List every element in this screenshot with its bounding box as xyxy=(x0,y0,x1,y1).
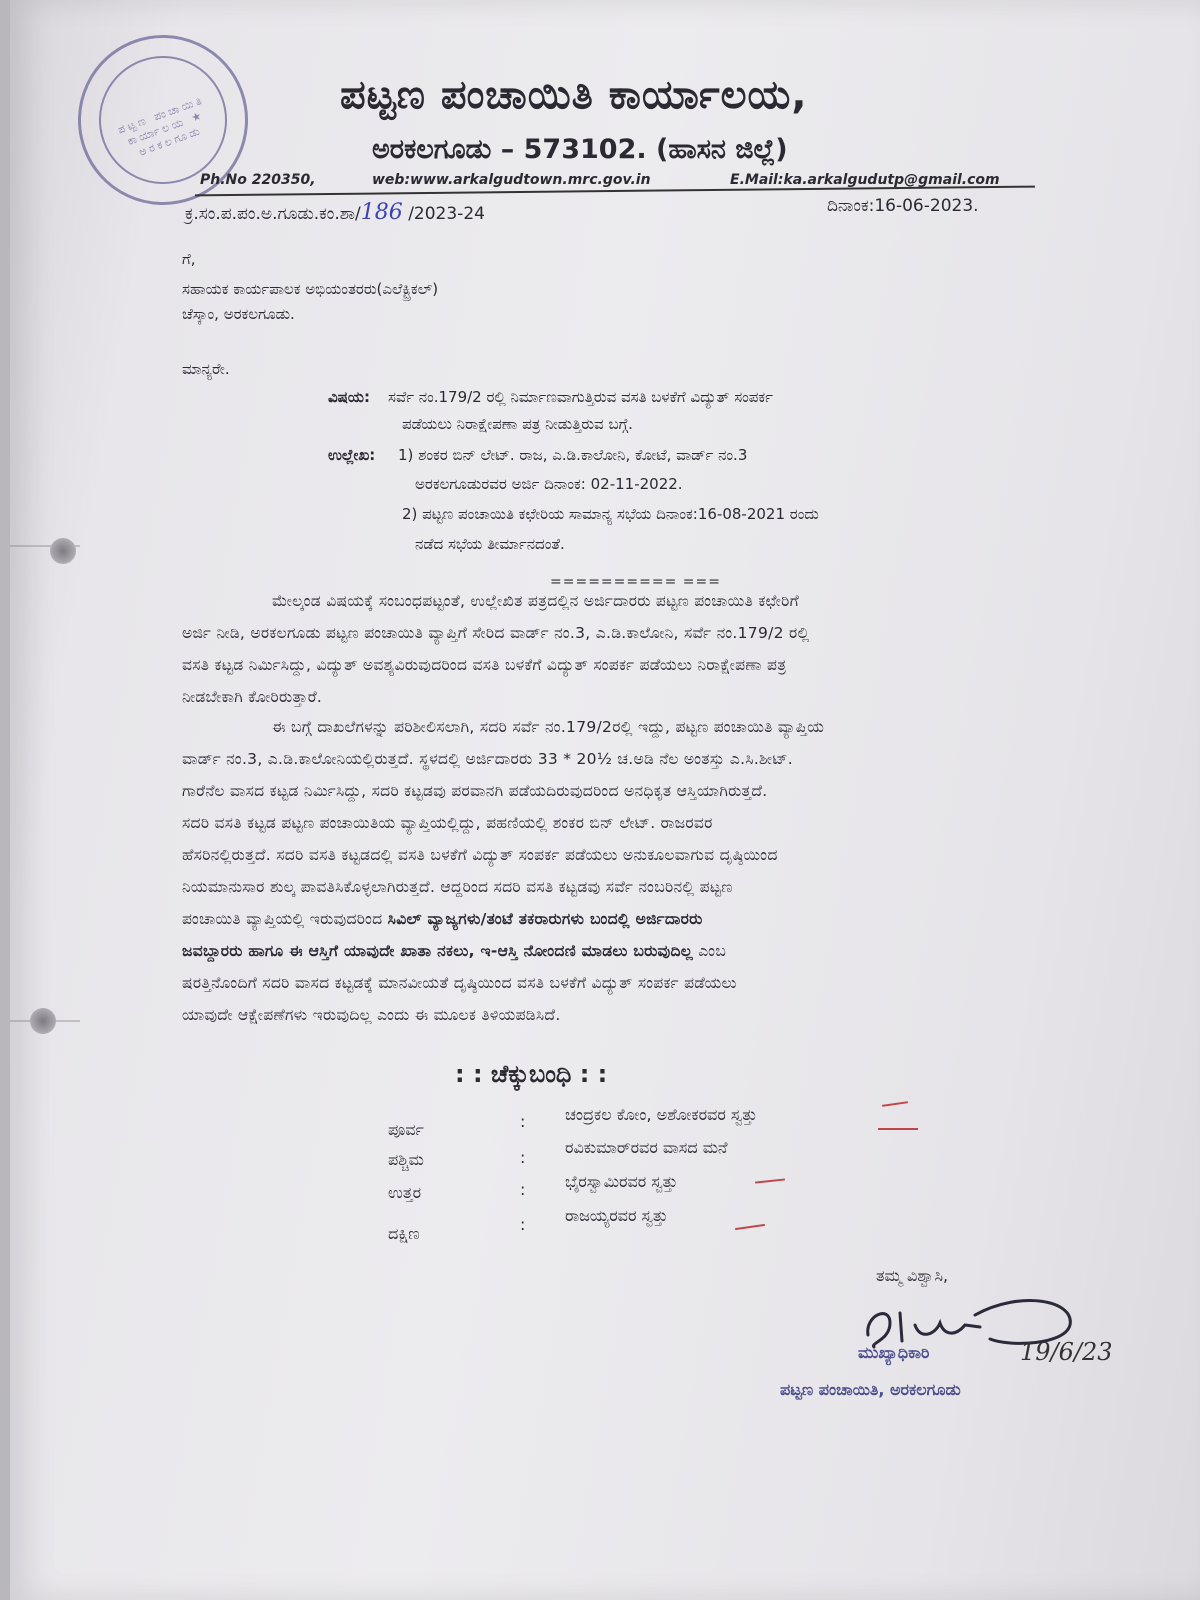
body-p2-line: ಗಾರೆನೆಲ ವಾಸದ ಕಟ್ಟಡ ನಿರ್ಮಿಸಿದ್ದು, ಸದರಿ ಕಟ್ಟಡವು ಪರವಾನಗಿ ಪಡೆಯದಿರುವುದರಿಂದ ಅನಧಿಕೃತ ಆಸ್ತಿಯಾಗಿರುತ್ತದೆ. xyxy=(182,782,768,800)
boundary-colon: : xyxy=(520,1148,526,1167)
signatory-office-stamp: ಪಟ್ಟಣ ಪಂಚಾಯಿತಿ, ಅರಕಲಗೂಡು xyxy=(780,1380,961,1399)
body-p2-line8-bold: ಜವಬ್ದಾರರು ಹಾಗೂ ಈ ಆಸ್ತಿಗೆ ಯಾವುದೇ ಖಾತಾ ನಕಲು, ಇ-ಆಸ್ತಿ ನೋಂದಣಿ ಮಾಡಲು ಬರುವುದಿಲ್ಲ xyxy=(182,942,693,960)
boundary-value: ಭೈರಸ್ವಾಮಿರವರ ಸ್ವತ್ತು xyxy=(565,1172,678,1191)
body-p1-line: ನೀಡಬೇಕಾಗಿ ಕೋರಿರುತ್ತಾರೆ. xyxy=(182,688,323,706)
reference-2-line-2: ನಡೆದ ಸಭೆಯ ತೀರ್ಮಾನದಂತೆ. xyxy=(415,535,565,553)
recipient-designation: ಸಹಾಯಕ ಕಾರ್ಯಪಾಲಕ ಅಭಿಯಂತರರು(ಎಲೆಕ್ಟ್ರಿಕಲ್) xyxy=(182,280,439,298)
email-address: E.Mail:ka.arkalgudutp@gmail.com xyxy=(730,172,1000,188)
body-p2-line7-bold: ಸಿವಿಲ್ ವ್ಯಾಜ್ಯಗಳು/ತಂಟೆ ತಕರಾರುಗಳು ಬಂದಲ್ಲಿ ಅರ್ಜಿದಾರರು xyxy=(387,910,703,928)
website: web:www.arkalgudtown.mrc.gov.in xyxy=(372,172,651,188)
ref-number-handwritten: 186 xyxy=(360,200,403,225)
office-title: ಪಟ್ಟಣ ಪಂಚಾಯಿತಿ ಕಾರ್ಯಾಲಯ, xyxy=(340,72,808,118)
reference-1-line-2: ಅರಕಲಗೂಡುರವರ ಅರ್ಜಿ ದಿನಾಂಕ: 02-11-2022. xyxy=(415,475,683,493)
subject-line-2: ಪಡೆಯಲು ನಿರಾಕ್ಷೇಪಣಾ ಪತ್ರ ನೀಡುತ್ತಿರುವ ಬಗ್ಗೆ. xyxy=(402,415,633,433)
check-mark xyxy=(735,1224,765,1230)
phone-number: Ph.No 220350, xyxy=(200,172,316,188)
office-seal xyxy=(54,11,272,229)
boundary-direction: ಪೂರ್ವ xyxy=(388,1120,424,1139)
boundary-direction: ದಕ್ಷಿಣ xyxy=(388,1224,420,1243)
signature-date: 19/6/23 xyxy=(1020,1338,1113,1366)
body-p2-line xyxy=(182,910,703,929)
boundary-value: ಚಂದ್ರಕಲ ಕೋಂ, ಅಶೋಕರವರ ಸ್ವತ್ತು xyxy=(565,1105,758,1124)
reference-1-line-1: 1) ಶಂಕರ ಬಿನ್ ಲೇಟ್. ರಾಜ, ಎ.ಡಿ.ಕಾಲೋನಿ, ಕೋಟೆ, ವಾರ್ಡ್ ನಂ.3 xyxy=(398,446,748,464)
boundary-direction: ಉತ್ತರ xyxy=(388,1183,422,1202)
body-p2-line: ಷರತ್ತಿನೊಂದಿಗೆ ಸದರಿ ವಾಸದ ಕಟ್ಟಡಕ್ಕೆ ಮಾನವೀಯತೆ ದೃಷ್ಠಿಯಿಂದ ವಸತಿ ಬಳಕೆಗೆ ವಿದ್ಯುತ್ ಸಂಪರ್ಕ ಪಡೆಯಲು xyxy=(182,974,737,992)
body-p1-line: ವಸತಿ ಕಟ್ಟಡ ನಿರ್ಮಿಸಿದ್ದು, ವಿದ್ಯುತ್ ಅವಶ್ಯವಿರುವುದರಿಂದ ವಸತಿ ಬಳಕೆಗೆ ವಿದ್ಯುತ್ ಸಂಪರ್ಕ ಪಡೆಯಲು ನಿರಾಕ್ಷೇಪಣಾ ಪತ್ರ xyxy=(182,656,787,674)
body-p2-line xyxy=(182,942,726,961)
subject-line-1: ಸರ್ವೆ ನಂ.179/2 ರಲ್ಲಿ ನಿರ್ಮಾಣವಾಗುತ್ತಿರುವ ವಸತಿ ಬಳಕೆಗೆ ವಿದ್ಯುತ್ ಸಂಪರ್ಕ xyxy=(388,388,773,406)
body-p1-line: ಮೇಲ್ಕಂಡ ವಿಷಯಕ್ಕೆ ಸಂಬಂಧಪಟ್ಟಂತೆ, ಉಲ್ಲೇಖಿತ ಪತ್ರದಲ್ಲಿನ ಅರ್ಜಿದಾರರು ಪಟ್ಟಣ ಪಂಚಾಯಿತಿ ಕಛೇರಿಗೆ xyxy=(272,592,799,610)
body-p2-line7-start: ಪಂಚಾಯಿತಿ ವ್ಯಾಪ್ತಿಯಲ್ಲಿ ಇರುವುದರಿಂದ xyxy=(182,910,383,928)
check-mark xyxy=(755,1178,785,1183)
letter-date: ದಿನಾಂಕ:16-06-2023. xyxy=(827,196,979,216)
check-mark xyxy=(882,1101,908,1107)
boundary-value: ರವಿಕುಮಾರ್‌ರವರ ವಾಸದ ಮನೆ xyxy=(565,1138,728,1157)
boundary-colon: : xyxy=(520,1112,526,1131)
salutation: ಮಾನ್ಯರೇ. xyxy=(182,360,230,378)
boundary-value: ರಾಜಯ್ಯರವರ ಸ್ವತ್ತು xyxy=(565,1206,668,1225)
reference-number xyxy=(185,200,485,225)
separator-line: ========== === xyxy=(550,574,721,590)
binder-hole xyxy=(50,538,76,564)
recipient-to: ಗೆ, xyxy=(182,250,196,268)
office-address: ಅರಕಲಗೂಡು – 573102. (ಹಾಸನ ಜಿಲ್ಲೆ) xyxy=(372,134,788,165)
reference-label: ಉಲ್ಲೇಖ: xyxy=(328,446,376,464)
body-p2-line: ಯಾವುದೇ ಆಕ್ಷೇಪಣೆಗಳು ಇರುವುದಿಲ್ಲ ಎಂದು ಈ ಮೂಲಕ ತಿಳಿಯಪಡಿಸಿದೆ. xyxy=(182,1006,561,1024)
binder-hole xyxy=(30,1008,56,1034)
subject-label: ವಿಷಯ: xyxy=(328,388,370,406)
boundary-colon: : xyxy=(520,1180,526,1199)
body-p2-line8-end: ಎಂಬ xyxy=(698,942,727,960)
body-p1-line: ಅರ್ಜಿ ನೀಡಿ, ಅರಕಲಗೂಡು ಪಟ್ಟಣ ಪಂಚಾಯಿತಿ ವ್ಯಾಪ್ತಿಗೆ ಸೇರಿದ ವಾರ್ಡ್ ನಂ.3, ಎ.ಡಿ.ಕಾಲೋನಿ, ಸರ್ವೆ ನಂ.179/2 ರಲ್ಲಿ xyxy=(182,624,810,642)
recipient-office: ಚೆಸ್ಕಾಂ, ಅರಕಲಗೂಡು. xyxy=(182,305,295,323)
boundary-direction: ಪಶ್ಚಿಮ xyxy=(388,1150,424,1169)
reference-2-line-1: 2) ಪಟ್ಟಣ ಪಂಚಾಯಿತಿ ಕಛೇರಿಯ ಸಾಮಾನ್ಯ ಸಭೆಯ ದಿನಾಂಕ:16-08-2021 ರಂದು xyxy=(402,505,819,523)
closing-phrase: ತಮ್ಮ ವಿಶ್ವಾಸಿ, xyxy=(876,1266,949,1285)
boundaries-title: : : ಚೆಕ್ಕುಬಂಧಿ : : xyxy=(455,1060,608,1088)
ref-prefix: ಕ್ರ.ಸಂ.ಪ.ಪಂ.ಅ.ಗೂಡು.ಕಂ.ಶಾ/ xyxy=(185,204,361,224)
body-p2-line: ವಾರ್ಡ್ ನಂ.3, ಎ.ಡಿ.ಕಾಲೋನಿಯಲ್ಲಿರುತ್ತದೆ. ಸ್ಥಳದಲ್ಲಿ ಅರ್ಜಿದಾರರು 33 * 20½ ಚ.ಅಡಿ ನೆಲ ಅಂತಸ್ತು ಎ.ಸಿ.ಶೀಟ್. xyxy=(182,750,794,768)
seal-text: ಪಟ್ಟಣ ಪಂಚಾಯಿತಿ ಕಾರ್ಯಾಲಯ ★ ಅರಕಲಗೂಡು xyxy=(115,93,207,159)
document-page xyxy=(10,0,1200,1600)
body-p2-line: ಹೆಸರಿನಲ್ಲಿರುತ್ತದೆ. ಸದರಿ ವಸತಿ ಕಟ್ಟಡದಲ್ಲಿ ವಸತಿ ಬಳಕೆಗೆ ವಿದ್ಯುತ್ ಸಂಪರ್ಕ ಪಡೆಯಲು ಅನುಕೂಲವಾಗುವ ದೃಷ್ಠಿಯಿಂದ xyxy=(182,846,778,864)
body-p2-line: ನಿಯಮಾನುಸಾರ ಶುಲ್ಕ ಪಾವತಿಸಿಕೊಳ್ಳಲಾಗಿರುತ್ತದೆ. ಆದ್ದರಿಂದ ಸದರಿ ವಸತಿ ಕಟ್ಟಡವು ಸರ್ವೆ ನಂಬರಿನಲ್ಲಿ ಪಟ್ಟಣ xyxy=(182,878,733,896)
signatory-role-stamp: ಮುಖ್ಯಾಧಿಕಾರಿ xyxy=(858,1343,930,1362)
check-mark xyxy=(878,1128,918,1130)
body-p2-line: ಸದರಿ ವಸತಿ ಕಟ್ಟಡ ಪಟ್ಟಣ ಪಂಚಾಯಿತಿಯ ವ್ಯಾಪ್ತಿಯಲ್ಲಿದ್ದು, ಪಹಣಿಯಲ್ಲಿ ಶಂಕರ ಬಿನ್ ಲೇಟ್. ರಾಜರವರ xyxy=(182,814,713,832)
body-p2-line: ಈ ಬಗ್ಗೆ ದಾಖಲೆಗಳನ್ನು ಪರಿಶೀಲಿಸಲಾಗಿ, ಸದರಿ ಸರ್ವೆ ನಂ.179/2ರಲ್ಲಿ ಇದ್ದು, ಪಟ್ಟಣ ಪಂಚಾಯಿತಿ ವ್ಯಾಪ್ತಿಯ xyxy=(272,718,825,736)
ref-year: /2023-24 xyxy=(408,204,485,224)
boundary-colon: : xyxy=(520,1215,526,1234)
